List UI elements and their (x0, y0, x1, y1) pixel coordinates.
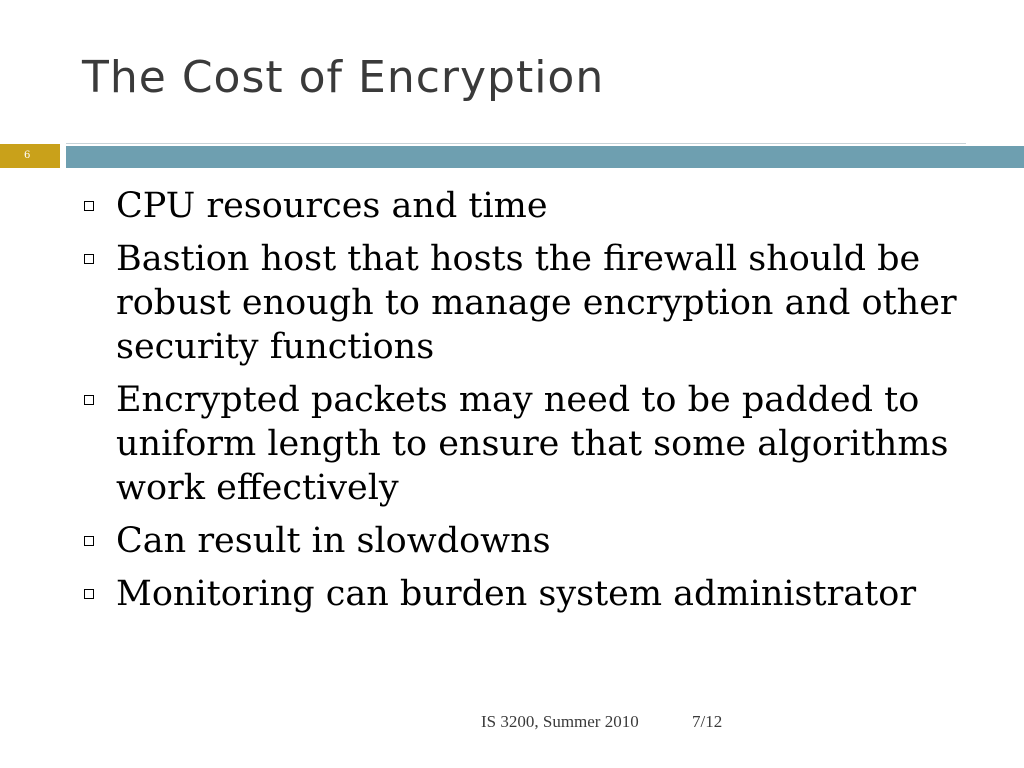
bullet-list (84, 184, 984, 625)
title-divider (66, 143, 966, 144)
bullet-text: CPU resources and time (116, 186, 548, 226)
bullet-text: Encrypted packets may need to be padded to uniform length to ensure that some algorithms work effectively (116, 380, 949, 508)
bullet-item (84, 378, 984, 510)
bullet-text: Bastion host that hosts the firewall should be robust enough to manage encryption and other security functions (116, 239, 957, 367)
footer-course-label: IS 3200, Summer 2010 (481, 712, 639, 731)
slide-number: 6 (24, 150, 31, 161)
bullet-text: Can result in slowdowns (116, 521, 551, 561)
bullet-item (84, 572, 984, 616)
footer-page-number: 7/12 (692, 712, 723, 731)
hollow-square-bullet-icon (84, 536, 94, 546)
hollow-square-bullet-icon (84, 395, 94, 405)
bullet-text: Monitoring can burden system administrator (116, 574, 917, 614)
bullet-item (84, 237, 984, 369)
bullet-item (84, 184, 984, 228)
accent-bar (66, 146, 1024, 168)
hollow-square-bullet-icon (84, 589, 94, 599)
bullet-item (84, 519, 984, 563)
hollow-square-bullet-icon (84, 254, 94, 264)
hollow-square-bullet-icon (84, 201, 94, 211)
slide-title: The Cost of Encryption (82, 52, 605, 103)
